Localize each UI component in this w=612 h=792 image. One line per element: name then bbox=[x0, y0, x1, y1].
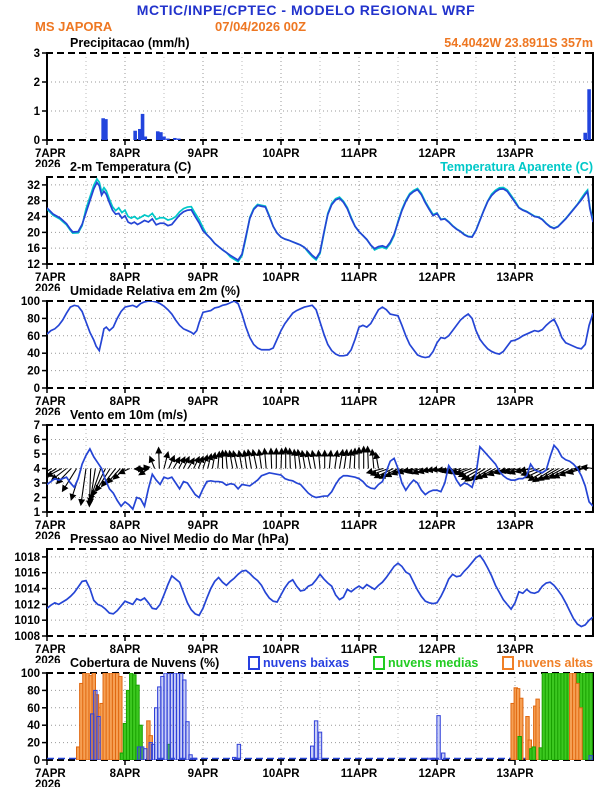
svg-text:6: 6 bbox=[33, 434, 40, 447]
svg-text:12APR: 12APR bbox=[418, 644, 456, 656]
humidity-chart bbox=[0, 295, 612, 415]
apparent-temperature-label: Temperatura Aparente (C) bbox=[440, 160, 593, 174]
svg-text:7APR: 7APR bbox=[35, 520, 66, 532]
svg-text:13APR: 13APR bbox=[496, 396, 534, 408]
svg-text:8APR: 8APR bbox=[109, 148, 141, 160]
svg-text:10APR: 10APR bbox=[262, 768, 300, 780]
svg-text:2026: 2026 bbox=[35, 283, 61, 291]
svg-text:1018: 1018 bbox=[14, 551, 40, 564]
svg-text:3: 3 bbox=[33, 48, 40, 60]
humidity-title: Umidade Relativa em 2m (%) bbox=[70, 284, 241, 298]
svg-text:4: 4 bbox=[33, 463, 40, 476]
svg-text:7APR: 7APR bbox=[35, 272, 66, 284]
svg-text:13APR: 13APR bbox=[496, 148, 534, 160]
svg-text:12APR: 12APR bbox=[418, 148, 456, 160]
svg-text:5: 5 bbox=[33, 449, 40, 461]
svg-text:13APR: 13APR bbox=[496, 768, 534, 780]
svg-text:1014: 1014 bbox=[14, 583, 40, 596]
svg-text:80: 80 bbox=[27, 685, 40, 698]
svg-text:60: 60 bbox=[27, 330, 40, 343]
svg-text:13APR: 13APR bbox=[496, 644, 534, 656]
svg-text:7APR: 7APR bbox=[35, 396, 66, 408]
svg-text:1016: 1016 bbox=[14, 567, 40, 580]
svg-text:9APR: 9APR bbox=[187, 768, 219, 780]
svg-text:16: 16 bbox=[27, 243, 40, 256]
svg-text:32: 32 bbox=[27, 179, 40, 192]
svg-text:0: 0 bbox=[33, 755, 40, 767]
svg-text:40: 40 bbox=[27, 720, 40, 733]
model-run-datetime: 07/04/2026 00Z bbox=[215, 19, 307, 34]
svg-text:100: 100 bbox=[20, 668, 40, 680]
svg-text:0: 0 bbox=[33, 383, 40, 395]
svg-text:7APR: 7APR bbox=[35, 148, 66, 160]
svg-text:2026: 2026 bbox=[35, 407, 61, 415]
svg-text:8APR: 8APR bbox=[109, 644, 141, 656]
wind-title: Vento em 10m (m/s) bbox=[70, 408, 188, 422]
svg-text:10APR: 10APR bbox=[262, 148, 300, 160]
svg-text:9APR: 9APR bbox=[187, 520, 219, 532]
svg-text:100: 100 bbox=[20, 296, 40, 308]
precip-chart bbox=[0, 47, 612, 167]
cloud-cover-chart bbox=[0, 667, 612, 787]
legend-label-high-clouds: nuvens altas bbox=[517, 656, 593, 670]
svg-text:1010: 1010 bbox=[14, 615, 40, 628]
pressure-title: Pressao ao Nivel Medio do Mar (hPa) bbox=[70, 532, 289, 546]
svg-text:13APR: 13APR bbox=[496, 272, 534, 284]
svg-text:0: 0 bbox=[33, 135, 40, 147]
svg-text:11APR: 11APR bbox=[340, 396, 378, 408]
svg-text:12: 12 bbox=[27, 259, 40, 271]
svg-text:40: 40 bbox=[27, 348, 40, 361]
svg-text:20: 20 bbox=[27, 227, 40, 240]
svg-text:10APR: 10APR bbox=[262, 396, 300, 408]
svg-text:3: 3 bbox=[33, 478, 40, 490]
station-name: MS JAPORA bbox=[35, 19, 113, 34]
svg-text:2: 2 bbox=[33, 492, 40, 505]
svg-text:60: 60 bbox=[27, 702, 40, 715]
svg-text:12APR: 12APR bbox=[418, 396, 456, 408]
precip-title: Precipitacao (mm/h) bbox=[70, 36, 190, 50]
svg-text:1008: 1008 bbox=[14, 631, 40, 643]
svg-text:8APR: 8APR bbox=[109, 396, 141, 408]
svg-text:20: 20 bbox=[27, 365, 40, 378]
cloud-cover-title: Cobertura de Nuvens (%) bbox=[70, 656, 220, 670]
wind-chart bbox=[0, 419, 612, 539]
location-coordinates: 54.4042W 23.8911S 357m bbox=[444, 36, 593, 50]
svg-text:13APR: 13APR bbox=[496, 520, 534, 532]
svg-text:11APR: 11APR bbox=[340, 768, 378, 780]
svg-text:8APR: 8APR bbox=[109, 520, 141, 532]
legend-label-mid-clouds: nuvens medias bbox=[388, 656, 479, 670]
svg-text:10APR: 10APR bbox=[262, 644, 300, 656]
svg-text:9APR: 9APR bbox=[187, 644, 219, 656]
svg-text:8APR: 8APR bbox=[109, 768, 141, 780]
svg-text:7: 7 bbox=[33, 420, 40, 432]
temperature-chart bbox=[0, 171, 612, 291]
svg-text:12APR: 12APR bbox=[418, 272, 456, 284]
svg-text:10APR: 10APR bbox=[262, 520, 300, 532]
svg-text:28: 28 bbox=[27, 195, 40, 208]
svg-text:2: 2 bbox=[33, 77, 40, 89]
svg-text:12APR: 12APR bbox=[418, 768, 456, 780]
svg-text:9APR: 9APR bbox=[187, 272, 219, 284]
page-title: MCTIC/INPE/CPTEC - MODELO REGIONAL WRF bbox=[136, 2, 476, 18]
temperature-title: 2-m Temperatura (C) bbox=[70, 160, 192, 174]
svg-text:1: 1 bbox=[33, 507, 40, 519]
svg-text:9APR: 9APR bbox=[187, 396, 219, 408]
svg-text:11APR: 11APR bbox=[340, 520, 378, 532]
svg-text:11APR: 11APR bbox=[340, 272, 378, 284]
svg-text:80: 80 bbox=[27, 313, 40, 326]
svg-text:8APR: 8APR bbox=[109, 272, 141, 284]
svg-text:1: 1 bbox=[33, 106, 40, 118]
pressure-chart bbox=[0, 543, 612, 663]
svg-text:7APR: 7APR bbox=[35, 768, 66, 780]
svg-text:24: 24 bbox=[27, 211, 40, 224]
svg-text:2026: 2026 bbox=[35, 655, 61, 663]
svg-text:11APR: 11APR bbox=[340, 644, 378, 656]
svg-text:12APR: 12APR bbox=[418, 520, 456, 532]
svg-text:1012: 1012 bbox=[14, 599, 40, 612]
svg-text:2026: 2026 bbox=[35, 159, 61, 167]
svg-text:10APR: 10APR bbox=[262, 272, 300, 284]
svg-text:11APR: 11APR bbox=[340, 148, 378, 160]
svg-text:20: 20 bbox=[27, 737, 40, 750]
svg-text:7APR: 7APR bbox=[35, 644, 66, 656]
svg-text:2026: 2026 bbox=[35, 779, 61, 787]
svg-text:2026: 2026 bbox=[35, 531, 61, 539]
svg-text:9APR: 9APR bbox=[187, 148, 219, 160]
legend-label-low-clouds: nuvens baixas bbox=[263, 656, 350, 670]
